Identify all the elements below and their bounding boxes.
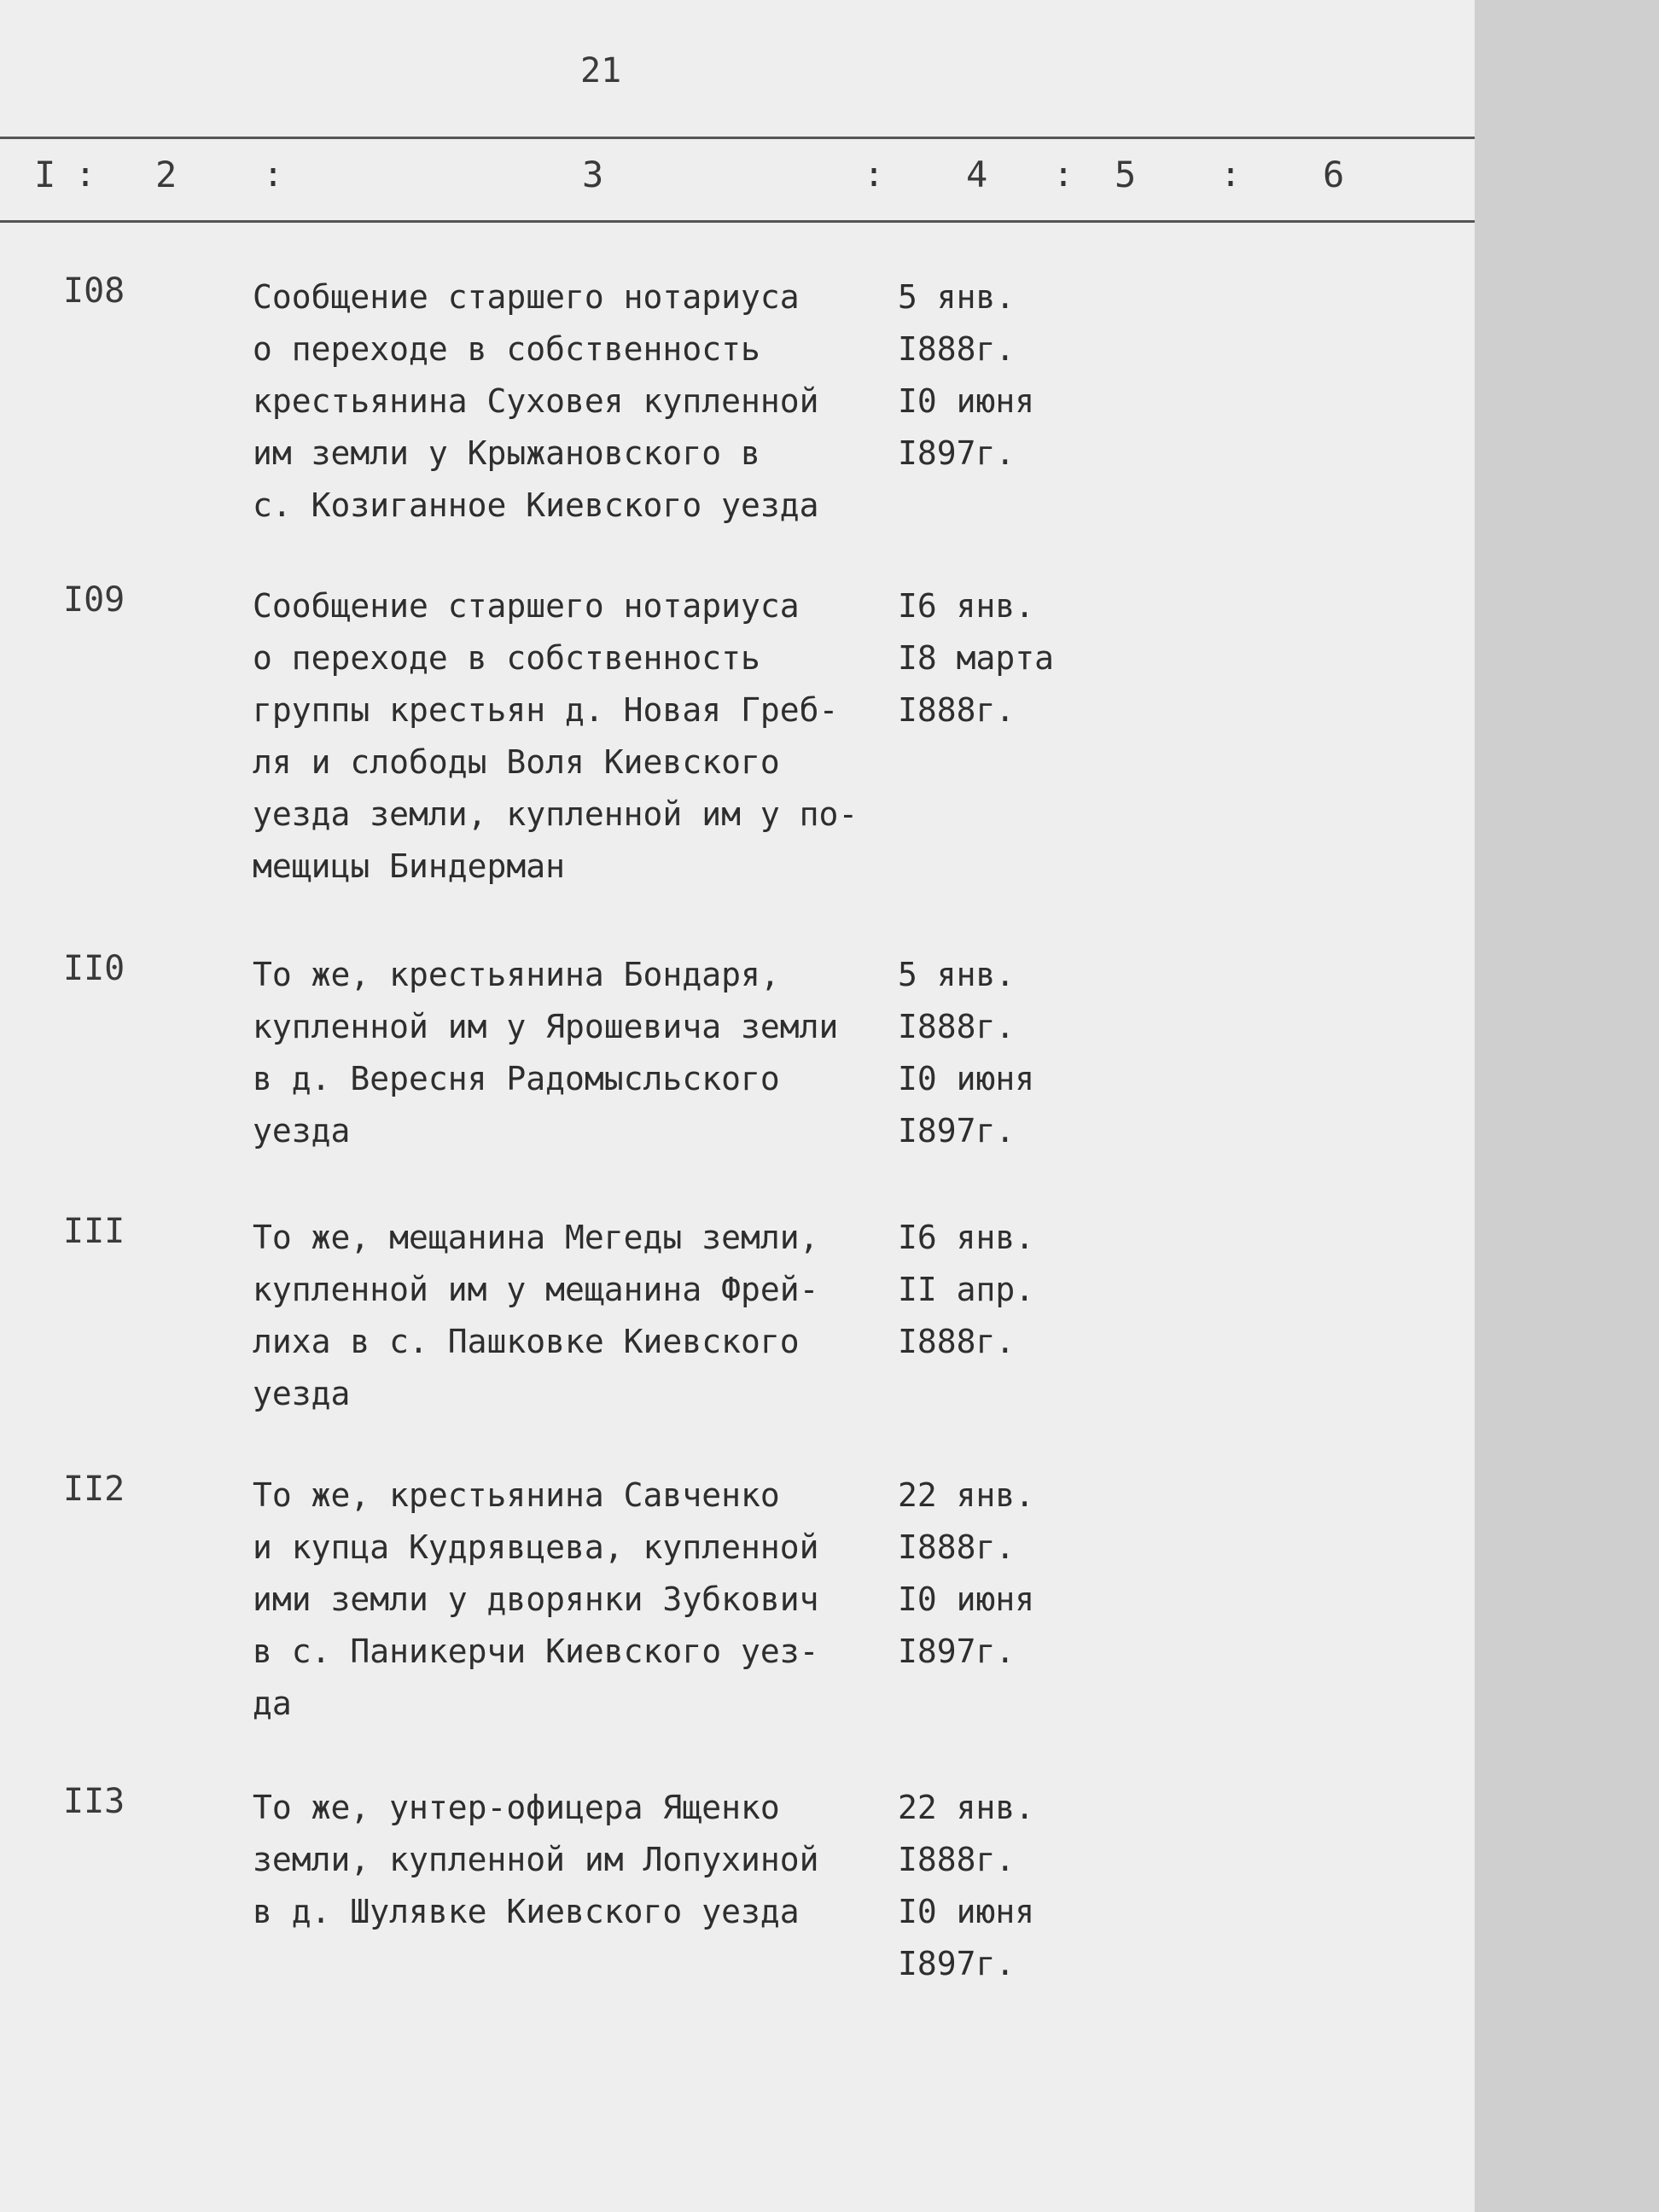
record-number: I09 [63, 580, 125, 620]
column-separator: : [263, 155, 284, 195]
record-description: То же, унтер-офицера Ященко земли, купленной им Лопухиной в д. Шулявке Киевского уезда [253, 1789, 819, 1930]
column-separator: : [864, 155, 885, 195]
record-dates: I6 янв. I8 марта I888г. [898, 587, 1055, 729]
record-description: Сообщение старшего нотариуса о переходе в собственность группы крестьян д. Новая Греб- ля и слободы Воля Киевского уезда земли, купленной им у по- мещицы Биндерман [253, 587, 859, 885]
page-number: 21 [580, 51, 622, 90]
page-edge [1475, 0, 1659, 2212]
record-number: II2 [63, 1470, 125, 1509]
record-dates: 22 янв. I888г. I0 июня I897г. [898, 1476, 1035, 1670]
record-dates: 5 янв. I888г. I0 июня I897г. [898, 278, 1035, 472]
column-header-4: 4 [966, 154, 988, 195]
record-number: I08 [63, 271, 125, 311]
record-dates: I6 янв. II апр. I888г. [898, 1219, 1035, 1360]
header-rule-top [0, 137, 1475, 139]
record-number: III [63, 1212, 125, 1251]
record-dates: 5 янв. I888г. I0 июня I897г. [898, 956, 1035, 1150]
record-number: II3 [63, 1782, 125, 1821]
record-description: То же, крестьянина Савченко и купца Кудрявцева, купленной ими земли у дворянки Зубкович в с. Паникерчи Киевского уез- да [253, 1476, 819, 1722]
column-header-3: 3 [582, 154, 604, 195]
column-header-5: 5 [1115, 154, 1137, 195]
column-separator: : [1220, 155, 1242, 195]
column-separator: : [1053, 155, 1074, 195]
column-header-6: 6 [1323, 154, 1345, 195]
record-dates: 22 янв. I888г. I0 июня I897г. [898, 1789, 1035, 1982]
record-description: То же, мещанина Мегеды земли, купленной им у мещанина Фрей- лиха в с. Пашковке Киевского уезда [253, 1219, 819, 1412]
header-rule-bottom [0, 220, 1475, 223]
record-description: Сообщение старшего нотариуса о переходе в собственность крестьянина Суховея купленной им земли у Крыжановского в с. Козиганное Киевского уезда [253, 278, 819, 524]
column-header-1: I [34, 154, 56, 195]
column-header-2: 2 [155, 154, 178, 195]
column-separator: : [75, 155, 96, 195]
record-description: То же, крестьянина Бондаря, купленной им у Ярошевича земли в д. Вересня Радомысльского уезда [253, 956, 839, 1150]
record-number: II0 [63, 949, 125, 988]
